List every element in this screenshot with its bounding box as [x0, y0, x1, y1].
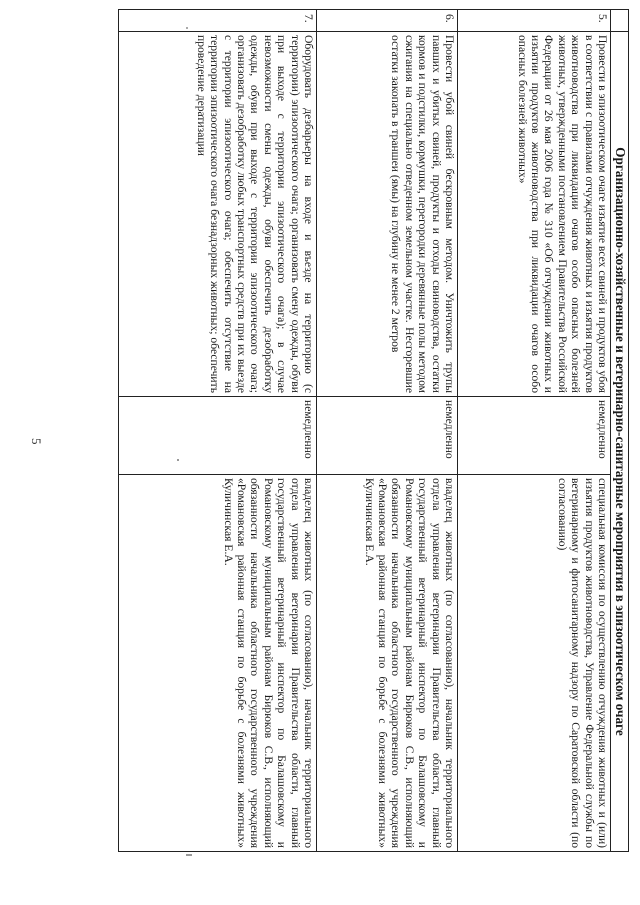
rotated-table-sheet	[118, 9, 629, 851]
scan-speck	[186, 854, 192, 856]
section-header-spacer	[611, 10, 629, 32]
table-row	[317, 10, 458, 852]
row-responsible: специальная комиссия по осуществлению отчуждения животных и (или) изъятия продуктов животноводства, Управление Федеральной службы по ветеринарному и фитосанитарному надзору по Саратовской области (по согласованию)	[458, 475, 611, 852]
table-row	[458, 10, 611, 852]
row-number: 5.	[458, 10, 611, 32]
page-number: 5	[29, 438, 44, 445]
row-action: Оборудовать дезбарьеры на входе и въезде на территорию (с территории) эпизоотического очага; организовать смену одежды, обуви при выходе с территории эпизоотического очага); в случае невозможности смены одежды, обуви обеспечить дезобработку одежды, обуви при выходе с территории эпизоотического очага; организовать дезобработку любых транспортных средств при их выезде с территории эпизоотического очага; обеспечить отсутствие на территории эпизоотического очага безнадзорных животных; обеспечить проведение дератизации	[119, 32, 317, 397]
table-row	[119, 10, 317, 852]
row-action: Провести в эпизоотическом очаге изъятие всех свиней и продуктов убоя в соответствии с правилами отчуждения животных и изъятия продуктов животноводства при ликвидации очагов особо опасных болезней животных, утвержденными постановлением Правительства Российской Федерации от 26 мая 2006 года № 310 «Об отчуждении животных и изъятии продуктов животноводства при ликвидации очагов особо опасных болезней животных»	[458, 32, 611, 397]
row-responsible: владелец животных (по согласованию), начальник территориального отдела управления ветеринарии Правительства области, главный государственный ветеринарный инспектор по Балашовскому и Романовскому муниципальным районам Бирюков С.В., исполняющий обязанности начальника областного государственного учреждения «Романовская районная станция по борьбе с болезнями животных» Куличинская Е.А.	[317, 475, 458, 852]
row-term: немедленно	[119, 397, 317, 475]
section-header-row	[611, 10, 629, 852]
row-number: 6.	[317, 10, 458, 32]
row-term: немедленно	[317, 397, 458, 475]
row-action: Провести убой свиней бескровным методом. Уничтожить трупы павших и убитых свиней, продукты и отходы свиноводства, остатки кормов и подстилки, кормушки, перегородки деревянные полы методом сжигания на специально отведенном земельном участке. Несгоревшие остатки закопать в траншеи (ямы) на глубину не менее 2 метров	[317, 32, 458, 397]
row-term: немедленно	[458, 397, 611, 475]
row-responsible: владелец животных (по согласованию), начальник территориального отдела управления ветеринарии Правительства области, главный государственный ветеринарный инспектор по Балашовскому и Романовскому муниципальным районам Бирюков С.В., исполняющий обязанности начальника областного государственного учреждения «Романовская районная станция по борьбе с болезнями животных» Куличинская Е.А.	[119, 475, 317, 852]
row-number: 7.	[119, 10, 317, 32]
measures-table	[118, 9, 629, 852]
section-title: Организационно-хозяйственные и ветеринарно-санитарные мероприятия в эпизоотическом очаге	[611, 32, 629, 852]
